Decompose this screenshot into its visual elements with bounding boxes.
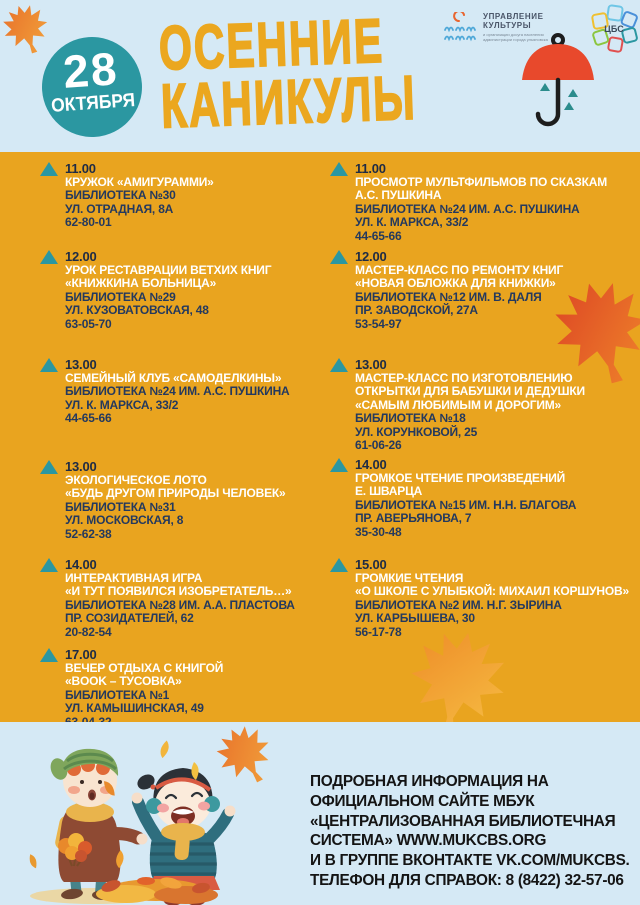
event-title-line: ГРОМКОЕ ЧТЕНИЕ ПРОИЗВЕДЕНИЙ: [355, 470, 566, 485]
event-time: 17.00: [65, 647, 97, 662]
footer-line: СИСТЕМА» WWW.MUKCBS.ORG: [310, 832, 547, 850]
culture-logo-subtext: и организации досуга населения администрации города ульяновска: [483, 32, 548, 42]
triangle-bullet-icon: [40, 460, 58, 474]
event-title-line: «О ШКОЛЕ С УЛЫБКОЙ: МИХАИЛ КОРШУНОВ»: [355, 584, 629, 598]
children-illustration: [6, 738, 268, 905]
triangle-bullet-icon: [40, 558, 58, 572]
event-item: [40, 558, 295, 639]
footer-line: И В ГРУППЕ ВКОНТАКТЕ VK.COM/MUKCBS.: [310, 852, 630, 870]
event-info-line: 53-54-97: [355, 316, 402, 331]
event-time: 12.00: [355, 249, 387, 264]
event-info-line: БИБЛИОТЕКА №1: [65, 687, 170, 702]
event-info-line: УЛ. ОТРАДНАЯ, 8А: [65, 201, 174, 216]
event-time: 11.00: [355, 161, 386, 176]
event-title-line: «И ТУТ ПОЯВИЛСЯ ИЗОБРЕТАТЕЛЬ…»: [65, 584, 292, 598]
event-title-line: А.С. ПУШКИНА: [355, 188, 442, 202]
triangle-bullet-icon: [40, 162, 58, 176]
event-time: 13.00: [355, 357, 387, 372]
event-item: [330, 558, 629, 639]
event-info-line: ПР. СОЗИДАТЕЛЕЙ, 62: [65, 611, 194, 625]
event-info-line: 63-05-70: [65, 316, 112, 331]
footer-line: ПОДРОБНАЯ ИНФОРМАЦИЯ НА: [310, 773, 549, 790]
event-title-line: Е. ШВАРЦА: [355, 484, 423, 498]
footer-phone-line: ТЕЛЕФОН ДЛЯ СПРАВОК: 8 (8422) 32-57-06: [310, 871, 624, 889]
event-title-line: «БУДЬ ДРУГОМ ПРИРОДЫ ЧЕЛОВЕК»: [65, 486, 286, 500]
event-item: [330, 162, 607, 243]
event-info-line: ПР. ЗАВОДСКОЙ, 27А: [355, 303, 478, 317]
triangle-bullet-icon: [40, 358, 58, 372]
event-info-line: 56-17-78: [355, 624, 402, 639]
event-title-line: «КНИЖКИНА БОЛЬНИЦА»: [65, 276, 217, 290]
event-info-line: УЛ. КАМЫШИНСКАЯ, 49: [65, 701, 204, 715]
header-section: [0, 0, 640, 152]
event-item: [330, 358, 585, 453]
event-info-line: БИБЛИОТЕКА №29: [65, 289, 176, 304]
event-info-line: 44-65-66: [355, 228, 402, 243]
event-title-line: МАСТЕР-КЛАСС ПО ИЗГОТОВЛЕНИЮ: [355, 370, 573, 385]
event-title-line: ПРОСМОТР МУЛЬТФИЛЬМОВ ПО СКАЗКАМ: [355, 174, 608, 189]
culture-waves-icon: [443, 12, 477, 44]
event-info-line: БИБЛИОТЕКА №24 ИМ. А.С. ПУШКИНА: [65, 384, 290, 398]
event-item: [330, 250, 563, 331]
event-time: 15.00: [355, 557, 387, 572]
date-circle: [39, 34, 146, 141]
event-title-line: «BOOK – ТУСОВКА»: [65, 674, 182, 688]
event-info-line: УЛ. МОСКОВСКАЯ, 8: [65, 513, 184, 527]
event-info-line: БИБЛИОТЕКА №2 ИМ. Н.Г. ЗЫРИНА: [355, 597, 562, 612]
event-time: 13.00: [65, 357, 97, 372]
event-title-line: ИНТЕРАКТИВНАЯ ИГРА: [65, 570, 203, 585]
event-title-line: МАСТЕР-КЛАСС ПО РЕМОНТУ КНИГ: [355, 262, 564, 277]
event-item: [40, 162, 214, 230]
event-item: [330, 458, 576, 539]
triangle-bullet-icon: [40, 648, 58, 662]
event-info-line: ПР. АВЕРЬЯНОВА, 7: [355, 511, 472, 525]
event-info-line: 44-65-66: [65, 411, 112, 425]
event-info-line: БИБЛИОТЕКА №12 ИМ. В. ДАЛЯ: [355, 289, 542, 304]
footer-info: [310, 772, 630, 891]
event-info-line: УЛ. КУЗОВАТОВСКАЯ, 48: [65, 303, 209, 317]
event-title-line: КРУЖОК «АМИГУРАММИ»: [65, 174, 214, 189]
event-title-line: СЕМЕЙНЫЙ КЛУБ «САМОДЕЛКИНЫ»: [65, 370, 282, 385]
footer-line: ОФИЦИАЛЬНОМ САЙТЕ МБУК: [310, 792, 535, 810]
triangle-bullet-icon: [330, 558, 348, 572]
event-info-line: УЛ. КОРУНКОВОЙ, 25: [355, 424, 478, 439]
event-title-line: «САМЫМ ЛЮБИМЫМ И ДОРОГИМ»: [355, 397, 562, 412]
event-info-line: БИБЛИОТЕКА №18: [355, 411, 466, 425]
event-item: [40, 460, 286, 541]
triangle-bullet-icon: [330, 250, 348, 264]
triangle-bullet-icon: [330, 358, 348, 372]
event-info-line: БИБЛИОТЕКА №30: [65, 188, 176, 202]
event-info-line: 61-06-26: [355, 438, 402, 452]
event-info-line: УЛ. К. МАРКСА, 33/2: [355, 215, 469, 229]
event-info-line: БИБЛИОТЕКА №28 ИМ. А.А. ПЛАСТОВА: [65, 597, 295, 612]
event-time: 13.00: [65, 459, 97, 474]
poster-title-line2: КАНИКУЛЫ: [159, 63, 418, 142]
footer-line: «ЦЕНТРАЛИЗОВАННАЯ БИБЛИОТЕЧНАЯ: [310, 812, 616, 830]
event-title-line: «НОВАЯ ОБЛОЖКА ДЛЯ КНИЖКИ»: [355, 276, 556, 290]
event-title-line: ГРОМКИЕ ЧТЕНИЯ: [355, 570, 464, 585]
events-column-left: [40, 152, 340, 722]
event-time: 14.00: [355, 457, 387, 472]
event-info-line: УЛ. К. МАРКСА, 33/2: [65, 397, 179, 412]
event-time: 12.00: [65, 249, 97, 264]
event-info-line: 35-30-48: [355, 524, 402, 539]
triangle-bullet-icon: [40, 250, 58, 264]
event-title-line: УРОК РЕСТАВРАЦИИ ВЕТХИХ КНИГ: [65, 262, 272, 277]
event-title-line: ОТКРЫТКИ ДЛЯ БАБУШКИ И ДЕДУШКИ: [355, 384, 585, 398]
event-info-line: 20-82-54: [65, 624, 112, 639]
poster-title-line1: ОСЕННИЕ: [157, 6, 386, 84]
umbrella-icon: [516, 30, 600, 138]
event-info-line: 52-62-38: [65, 526, 112, 541]
event-info-line: БИБЛИОТЕКА №24 ИМ. А.С. ПУШКИНА: [355, 201, 580, 216]
triangle-bullet-icon: [330, 162, 348, 176]
child-left: [48, 749, 148, 901]
date-month: ОКТЯБРЯ: [50, 90, 136, 117]
event-title-line: ВЕЧЕР ОТДЫХА С КНИГОЙ: [65, 660, 224, 675]
culture-logo-line1: УПРАВЛЕНИЕ: [483, 12, 544, 21]
event-info-line: 62-80-01: [65, 215, 112, 229]
cbs-logo-text: ЦБС: [604, 24, 624, 34]
event-info-line: УЛ. КАРБЫШЕВА, 30: [355, 611, 475, 625]
event-time: 11.00: [65, 161, 96, 176]
event-item: [40, 358, 290, 426]
culture-logo-line2: КУЛЬТУРЫ: [483, 21, 532, 30]
event-time: 14.00: [65, 557, 97, 572]
event-info-line: БИБЛИОТЕКА №15 ИМ. Н.Н. БЛАГОВА: [355, 497, 577, 512]
event-info-line: БИБЛИОТЕКА №31: [65, 499, 176, 514]
date-day: 28: [61, 42, 121, 98]
triangle-bullet-icon: [330, 458, 348, 472]
event-item: [40, 648, 223, 729]
event-title-line: ЭКОЛОГИЧЕСКОЕ ЛОТО: [65, 472, 207, 487]
event-item: [40, 250, 271, 331]
